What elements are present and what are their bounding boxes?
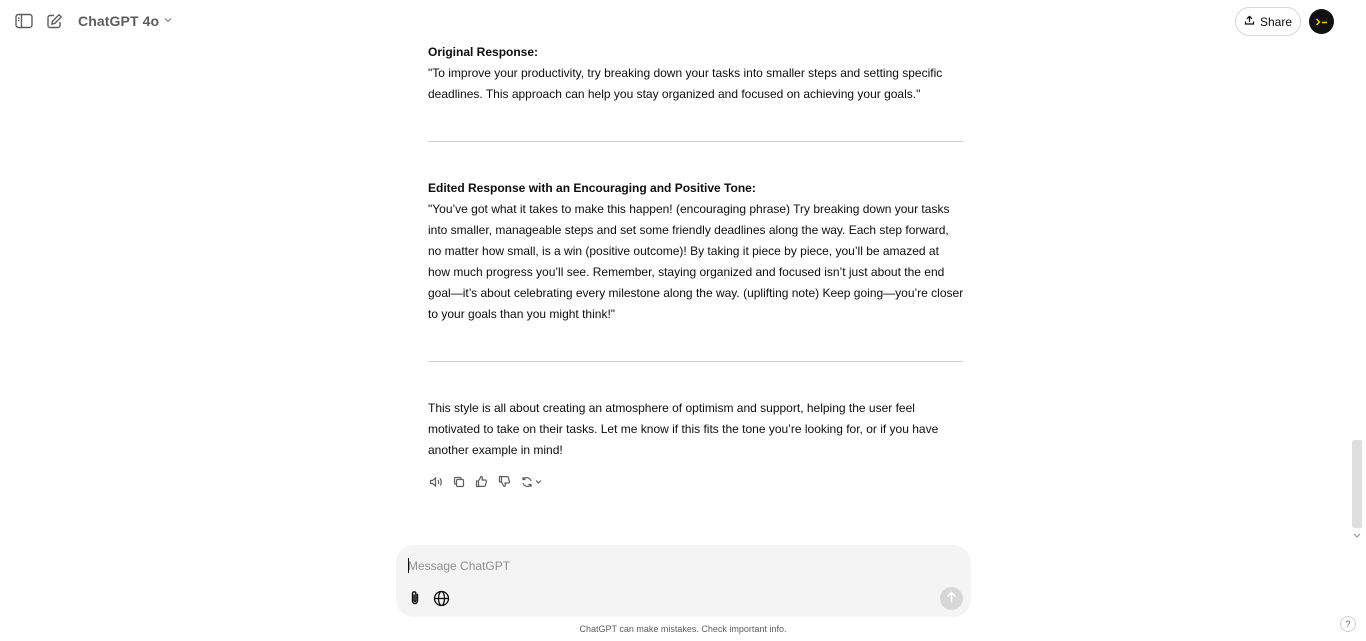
chevron-down-icon bbox=[163, 12, 173, 30]
attach-icon[interactable] bbox=[406, 589, 424, 607]
share-icon bbox=[1244, 15, 1255, 29]
text-caret bbox=[408, 558, 409, 573]
send-button[interactable] bbox=[940, 587, 963, 610]
assistant-message bbox=[428, 42, 964, 461]
globe-icon[interactable] bbox=[432, 589, 450, 607]
edited-response-text: "You’ve got what it takes to make this happen! (encouraging phrase) Try breaking down your tasks into smaller, manageable steps and set some friendly deadlines along the way. Each step forward, no matter how small, is a win (positive outcome)! By taking it piece by piece, you’ll be amazed at how much progress you’ll see. Remember, staying organized and focused isn’t just about the end goal—it’s about celebrating every milestone along the way. (uplifting note) Keep going—you’re closer to your goals than you might think!" bbox=[428, 202, 964, 321]
sidebar-toggle-icon[interactable] bbox=[14, 11, 34, 31]
new-chat-icon[interactable] bbox=[44, 11, 64, 31]
divider bbox=[428, 361, 963, 362]
terminal-icon bbox=[1315, 17, 1329, 27]
copy-icon[interactable] bbox=[451, 474, 466, 489]
model-selector[interactable] bbox=[78, 12, 173, 30]
original-response-title: Original Response: bbox=[428, 45, 539, 59]
top-bar bbox=[0, 0, 1366, 42]
closing-text: This style is all about creating an atmosphere of optimism and support, helping the user feel motivated to take on their tasks. Let me know if this fits the tone you’re looking for, or if you have another example in mind! bbox=[428, 401, 939, 457]
scroll-thumb[interactable] bbox=[1352, 440, 1362, 528]
avatar[interactable] bbox=[1309, 9, 1334, 34]
send-arrow-icon bbox=[946, 590, 957, 608]
thumbs-up-icon[interactable] bbox=[474, 474, 489, 489]
original-response-text: "To improve your productivity, try breaking down your tasks into smaller steps and setting specific deadlines. This approach can help you stay organized and focused on achieving your goals." bbox=[428, 66, 943, 101]
model-name: ChatGPT 4o bbox=[78, 13, 160, 29]
read-aloud-icon[interactable] bbox=[428, 474, 443, 489]
scroll-down-arrow-icon[interactable] bbox=[1352, 531, 1362, 539]
edited-response-title: Edited Response with an Encouraging and Positive Tone: bbox=[428, 181, 756, 195]
composer bbox=[396, 545, 971, 617]
share-label: Share bbox=[1259, 14, 1293, 29]
message-actions bbox=[428, 474, 544, 489]
divider bbox=[428, 141, 963, 142]
disclaimer: ChatGPT can make mistakes. Check important info. bbox=[579, 624, 787, 634]
share-button[interactable] bbox=[1235, 7, 1301, 36]
message-input[interactable] bbox=[408, 557, 888, 575]
thumbs-down-icon[interactable] bbox=[497, 474, 512, 489]
help-button[interactable]: ? bbox=[1340, 616, 1356, 632]
regenerate-icon[interactable] bbox=[520, 474, 544, 489]
